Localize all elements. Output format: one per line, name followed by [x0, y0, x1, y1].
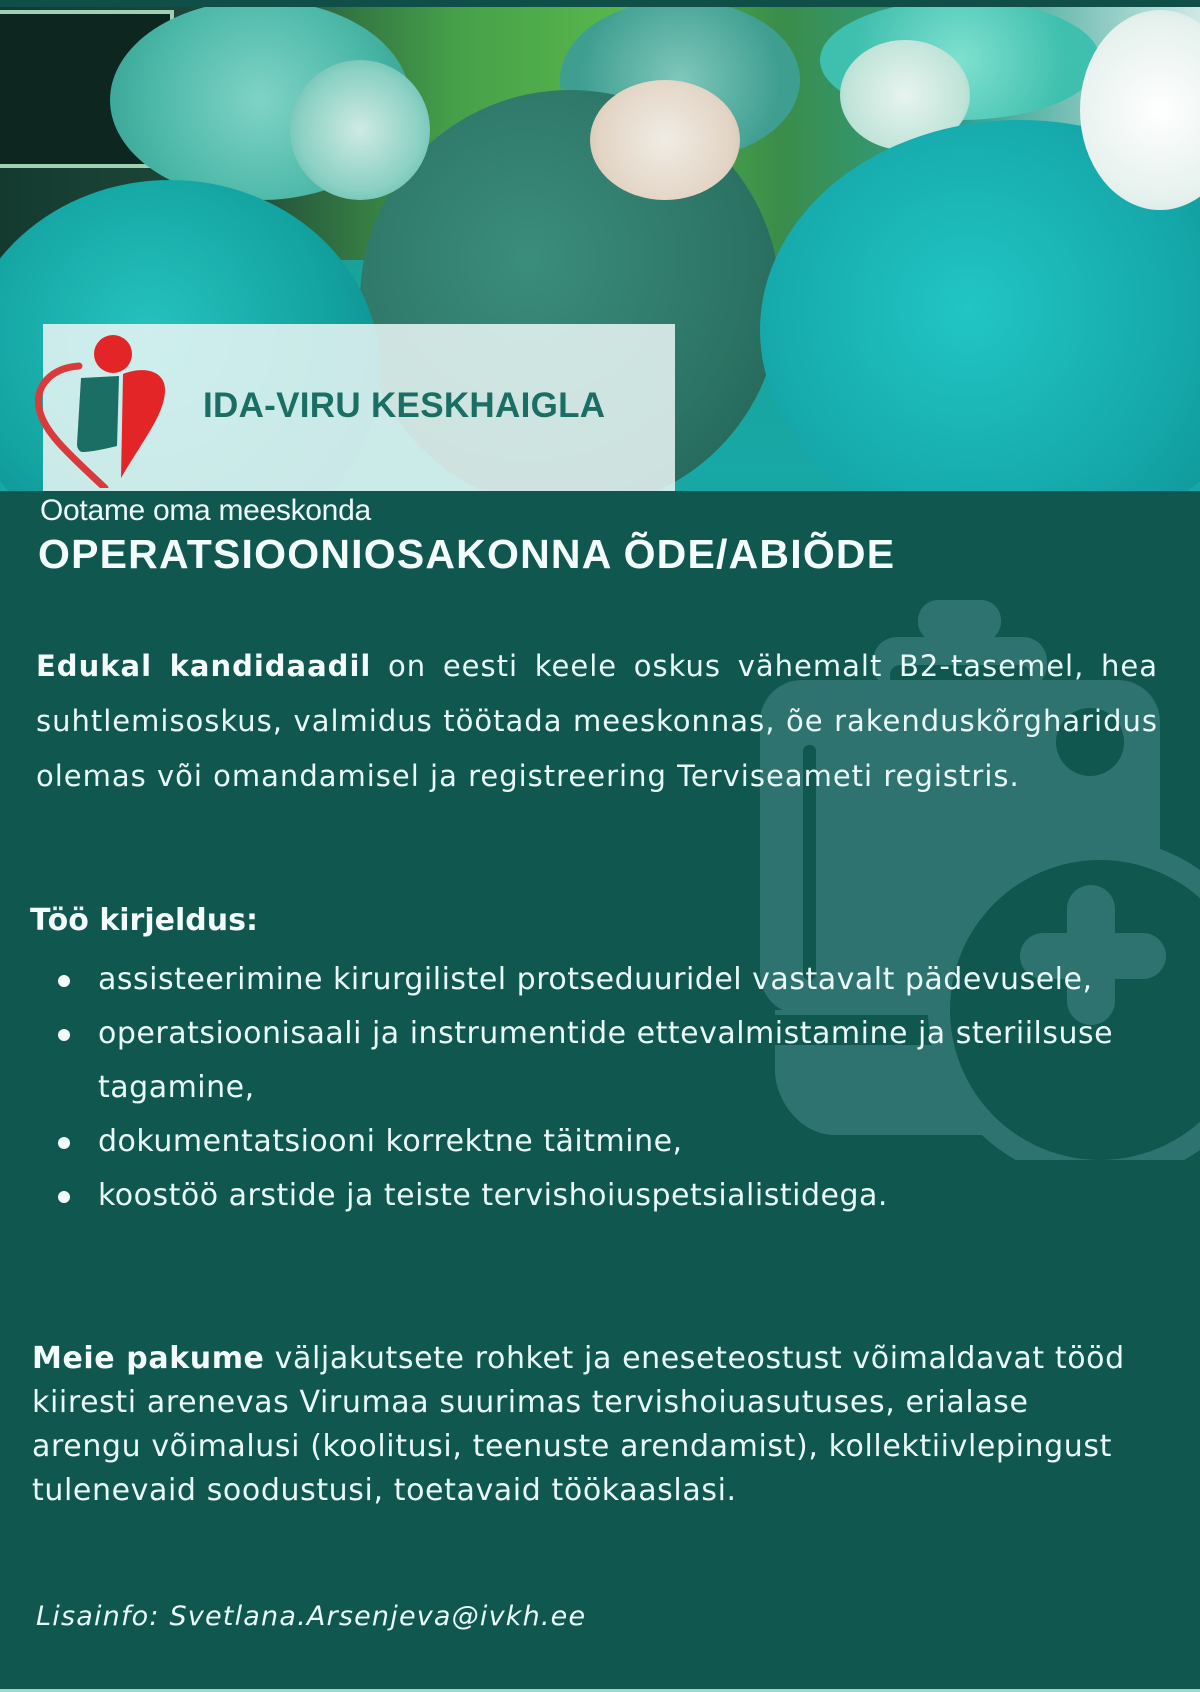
- photo-face: [590, 80, 740, 200]
- job-description-title: Töö kirjeldus:: [30, 903, 258, 938]
- offer-paragraph: [32, 1337, 1132, 1513]
- hospital-name: IDA-VIRU KESKHAIGLA: [203, 386, 606, 425]
- bullet-dot-icon: [58, 1191, 70, 1203]
- requirements-lead: Edukal kandidaadil: [36, 649, 372, 683]
- bullet-dot-icon: [58, 1029, 70, 1041]
- list-item: operatsioonisaali ja instrumentide ettevalmistamine ja steriilsuse tagamine,: [0, 1007, 1158, 1115]
- top-strip: [0, 0, 1200, 7]
- requirements-text: on eesti keele oskus vähemalt B2-tasemel, hea suhtlemisoskus, valmidus töötada meeskonnas, õe rakenduskõrgharidus olemas või omandamisel ja registreering Terviseameti registris.: [36, 649, 1158, 793]
- contact-email-link[interactable]: Lisainfo: Svetlana.Arsenjeva@ivkh.ee: [36, 1601, 587, 1632]
- offer-lead: Meie pakume: [32, 1341, 265, 1376]
- bullet-dot-icon: [58, 975, 70, 987]
- header-photo: [0, 0, 1200, 491]
- offer-text: väljakutsete rohket ja eneseteostust võimaldavat tööd kiiresti arenevas Virumaa suurimas tervishoiuasutuses, erialase arengu võimalusi (koolitusi, teenuste arendamist), kollektiivlepingust tulenevaid soodustusi, toetavaid töökaaslasi.: [32, 1341, 1125, 1508]
- kicker-text: Ootame oma meeskonda: [40, 494, 371, 527]
- list-item: dokumentatsiooni korrektne täitmine,: [0, 1115, 1158, 1169]
- job-description-list: [0, 953, 1200, 1223]
- list-item: assisteerimine kirurgilistel protseduuridel vastavalt pädevusele,: [0, 953, 1158, 1007]
- hospital-logo-icon: [31, 328, 171, 488]
- photo-mask: [290, 60, 430, 200]
- list-item: koostöö arstide ja teiste tervishoiuspetsialistidega.: [0, 1169, 1158, 1223]
- logo-panel: [43, 324, 675, 491]
- job-title: OPERATSIOONIOSAKONNA ÕDE/ABIÕDE: [38, 531, 896, 577]
- requirements-paragraph: [36, 639, 1158, 804]
- bullet-dot-icon: [58, 1137, 70, 1149]
